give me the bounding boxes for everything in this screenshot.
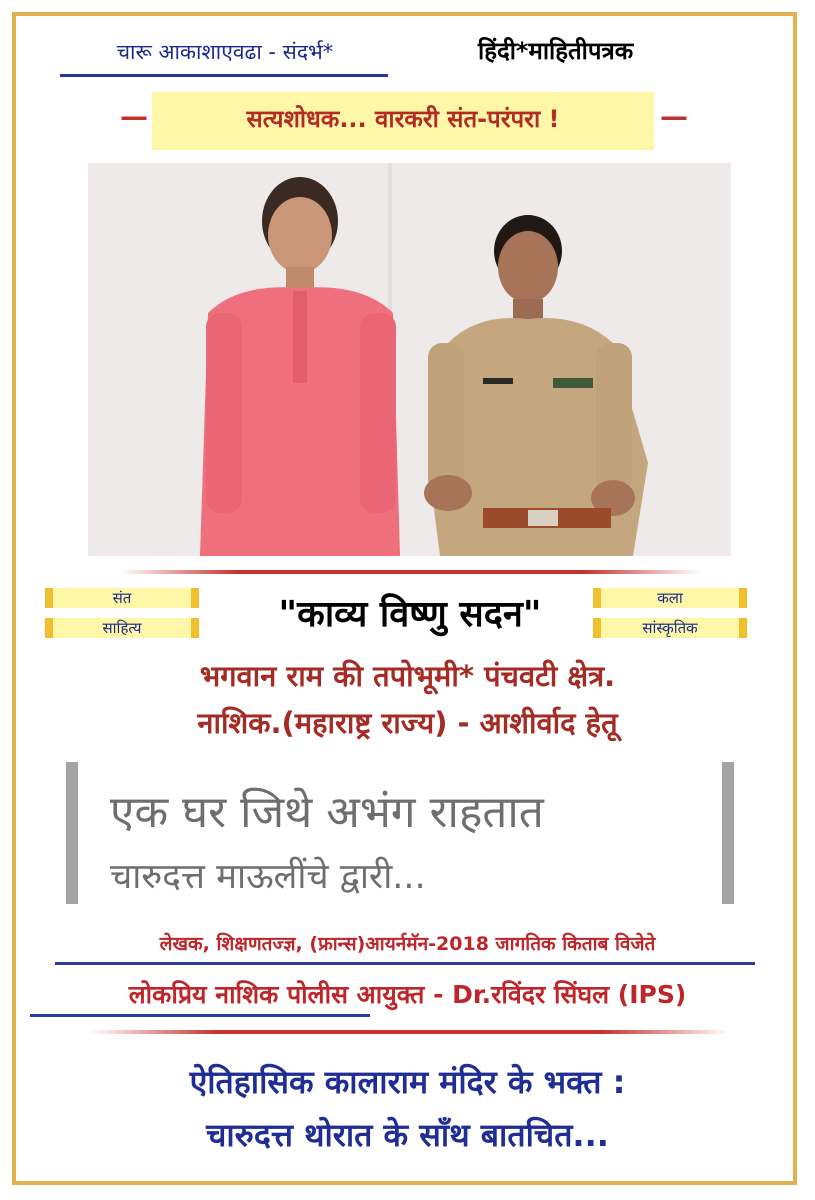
subtitle-dash-left: — (120, 100, 148, 133)
header-left-title: चारू आकाशाएवढा - संदर्भ* (116, 40, 334, 64)
tag-sanskrutik: सांस्कृतिक (593, 618, 747, 638)
tag-sant: संत (45, 588, 199, 608)
header-right-title: हिंदी*माहितीपत्रक (478, 37, 634, 65)
quote-bar-right (722, 762, 734, 904)
header-underline (60, 74, 388, 77)
divider-red-bottom (90, 1030, 730, 1034)
bottom-line-1: ऐतिहासिक कालाराम मंदिर के भक्त : (189, 1063, 626, 1101)
tag-sahitya: साहित्य (45, 618, 199, 638)
commissioner-credit: लोकप्रिय नाशिक पोलीस आयुक्त - Dr.रविंदर सिंघल (IPS) (128, 980, 687, 1009)
author-credit: लेखक, शिक्षणतज्ज्ञ, (फ्रान्स)आयर्नमॅन-2018 जागतिक किताब विजेते (159, 933, 656, 955)
subtitle-text: सत्यशोधक... वारकरी संत-परंपरा ! (246, 105, 560, 133)
photo-two-men (88, 163, 731, 556)
quote-bar-left (66, 762, 78, 904)
bottom-line-2: चारुदत्त थोरात के साँथ बातचित... (206, 1116, 609, 1154)
quote-big: एक घर जिथे अभंग राहतात (110, 787, 544, 838)
quote-small: चारुदत्त माऊलींचे द्वारी... (110, 857, 426, 897)
subheading-line-2: नाशिक.(महाराष्ट्र राज्य) - आशीर्वाद हेतू (197, 706, 618, 740)
divider-blue (55, 962, 755, 965)
subheading-line-1: भगवान राम की तपोभूमी* पंचवटी क्षेत्र. (199, 659, 616, 693)
main-title: "काव्य विष्णु सदन" (278, 594, 542, 635)
subtitle-dash-right: — (660, 100, 688, 133)
tag-kala: कला (593, 588, 747, 608)
photo-illustration (88, 163, 731, 556)
divider-red-top (120, 570, 700, 574)
divider-blue-short (30, 1014, 370, 1017)
